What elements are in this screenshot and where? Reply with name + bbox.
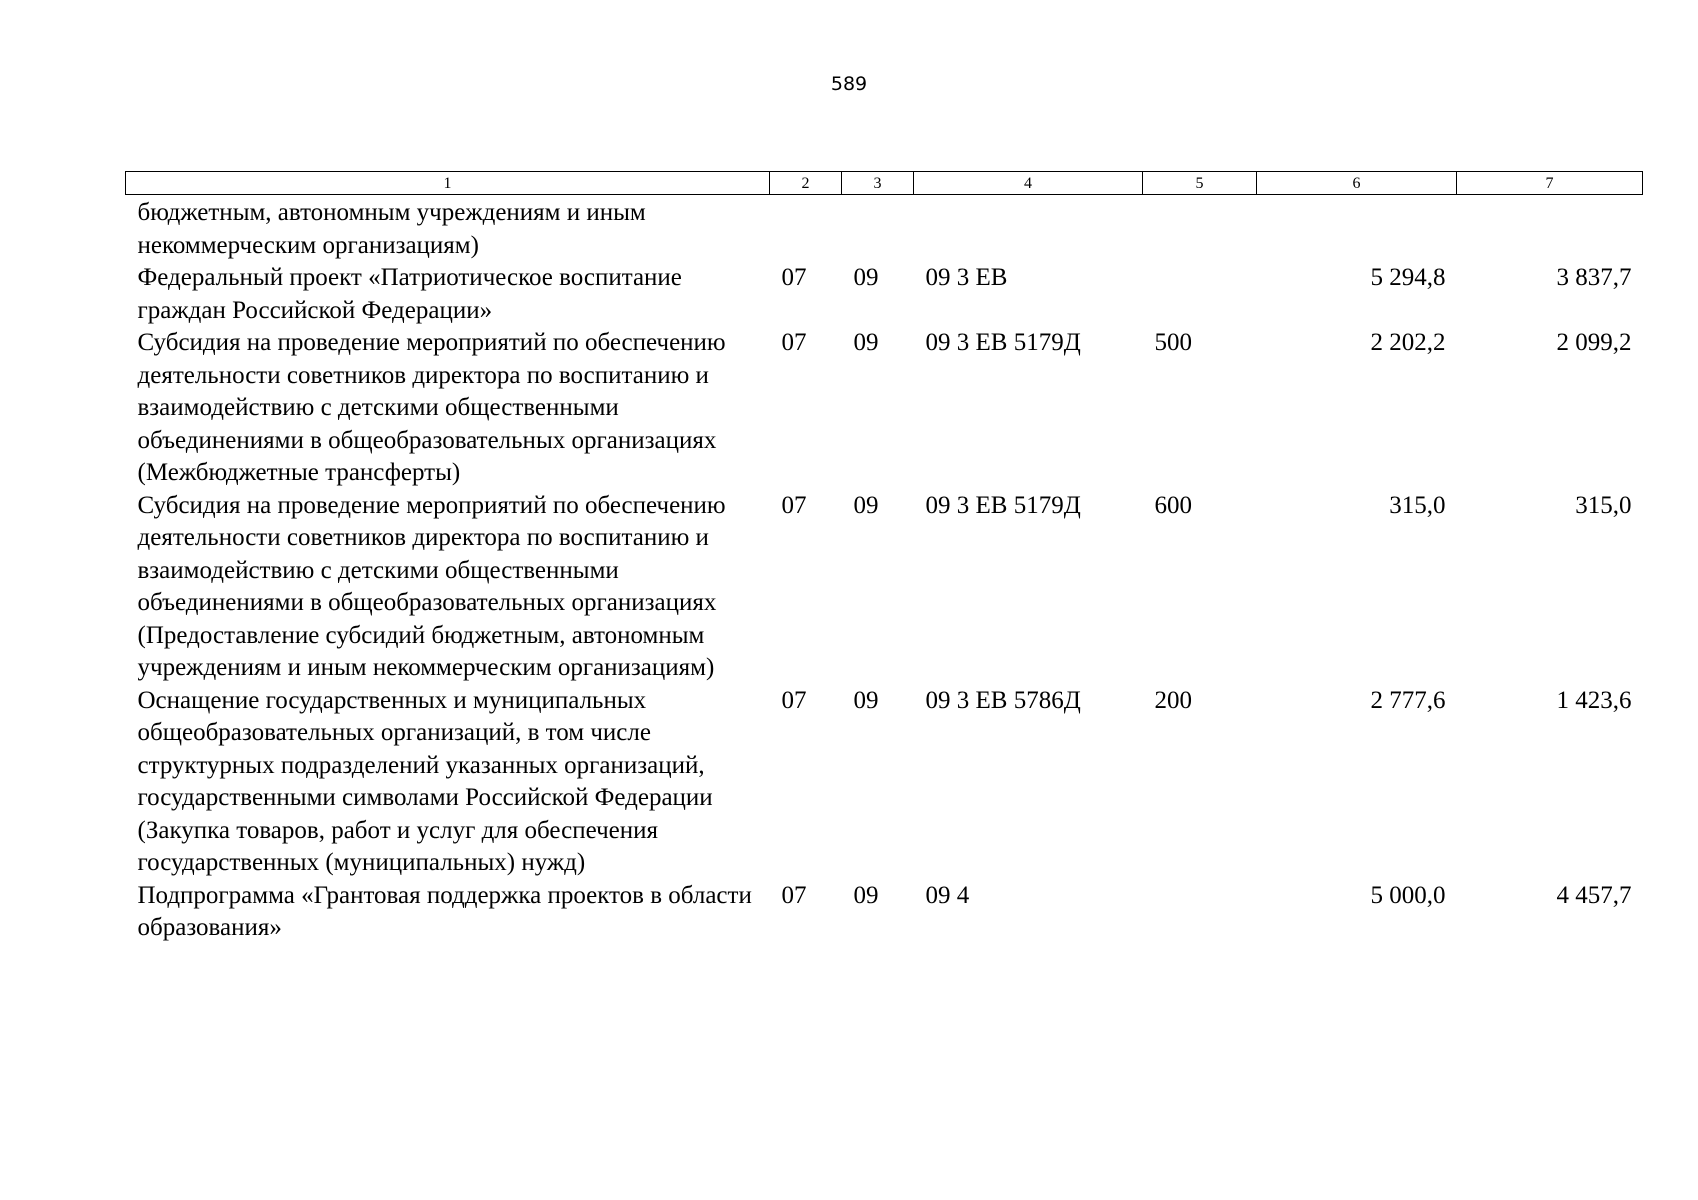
table-row bbox=[126, 327, 1643, 490]
row-planned-amount bbox=[1257, 195, 1457, 263]
table-row bbox=[126, 490, 1643, 685]
row-subsection-code: 09 bbox=[853, 686, 879, 714]
row-target-item-code bbox=[914, 195, 1143, 263]
row-executed-amount: 2 099,2 bbox=[1556, 329, 1632, 356]
table-row bbox=[126, 880, 1643, 945]
table-row bbox=[126, 685, 1643, 880]
row-name: Подпрограмма «Грантовая поддержка проектов в области образования» bbox=[137, 881, 752, 941]
row-subsection-code: 09 bbox=[853, 881, 879, 909]
row-target-item-code: 09 3 EB 5179Д bbox=[925, 329, 1081, 356]
row-executed-amount: 3 837,7 bbox=[1556, 264, 1632, 291]
page-number: 589 bbox=[830, 73, 868, 95]
row-subsection-code: 09 bbox=[853, 329, 879, 356]
row-section-code: 07 bbox=[781, 491, 807, 519]
row-section-code bbox=[770, 195, 842, 263]
row-planned-amount: 2 202,2 bbox=[1370, 329, 1446, 356]
header-col-1: 1 bbox=[126, 172, 770, 195]
row-planned-amount: 315,0 bbox=[1389, 491, 1446, 519]
row-executed-amount: 1 423,6 bbox=[1556, 686, 1632, 714]
row-executed-amount: 315,0 bbox=[1575, 491, 1632, 519]
row-target-item-code: 09 3 EB 5179Д bbox=[925, 491, 1081, 519]
row-section-code: 07 bbox=[781, 329, 807, 356]
row-name: Субсидия на проведение мероприятий по обеспечению деятельности советников директора по воспитанию и взаимодействию с детскими общественными объединениями в общеобразовательных организациях (Предоставление субсидий бюджетным, автономным учреждениям и иным некоммерческим организациям) bbox=[137, 491, 726, 681]
row-target-item-code: 09 4 bbox=[925, 881, 970, 909]
table-row bbox=[126, 195, 1643, 263]
header-col-7: 7 bbox=[1457, 172, 1643, 195]
budget-table bbox=[125, 171, 1643, 945]
row-executed-amount bbox=[1457, 195, 1643, 263]
header-col-5: 5 bbox=[1143, 172, 1257, 195]
row-name: Оснащение государственных и муниципальных общеобразовательных организаций, в том числе структурных подразделений указанных организаций, государственными символами Российской Федерации (Закупка товаров, работ и услуг для обеспечения государственных (муниципальных) нужд) bbox=[137, 686, 713, 876]
row-target-item-code: 09 3 EB 5786Д bbox=[925, 686, 1081, 714]
row-planned-amount: 5 294,8 bbox=[1370, 264, 1446, 291]
row-expense-type-code bbox=[1143, 880, 1257, 945]
row-target-item-code: 09 3 EB bbox=[925, 264, 1008, 291]
row-subsection-code: 09 bbox=[853, 491, 879, 519]
row-section-code: 07 bbox=[781, 686, 807, 714]
row-name: Субсидия на проведение мероприятий по обеспечению деятельности советников директора по воспитанию и взаимодействию с детскими общественными объединениями в общеобразовательных организациях (Межбюджетные трансферты) bbox=[137, 329, 726, 486]
table-row bbox=[126, 262, 1643, 327]
row-section-code: 07 bbox=[781, 264, 807, 291]
row-expense-type-code: 500 bbox=[1154, 329, 1192, 356]
row-expense-type-code: 200 bbox=[1154, 686, 1192, 714]
header-col-6: 6 bbox=[1257, 172, 1457, 195]
row-name: бюджетным, автономным учреждениям и иным некоммерческим организациям) bbox=[137, 199, 646, 259]
header-col-4: 4 bbox=[914, 172, 1143, 195]
row-planned-amount: 5 000,0 bbox=[1370, 881, 1446, 909]
row-section-code: 07 bbox=[781, 881, 807, 909]
row-expense-type-code: 600 bbox=[1154, 491, 1192, 519]
row-planned-amount: 2 777,6 bbox=[1370, 686, 1446, 714]
row-subsection-code: 09 bbox=[853, 264, 879, 291]
row-executed-amount: 4 457,7 bbox=[1556, 881, 1632, 909]
header-row bbox=[126, 172, 1643, 195]
row-subsection-code bbox=[842, 195, 914, 263]
row-expense-type-code bbox=[1143, 262, 1257, 327]
header-col-2: 2 bbox=[770, 172, 842, 195]
header-col-3: 3 bbox=[842, 172, 914, 195]
row-name: Федеральный проект «Патриотическое воспитание граждан Российской Федерации» bbox=[137, 264, 682, 324]
row-expense-type-code bbox=[1143, 195, 1257, 263]
